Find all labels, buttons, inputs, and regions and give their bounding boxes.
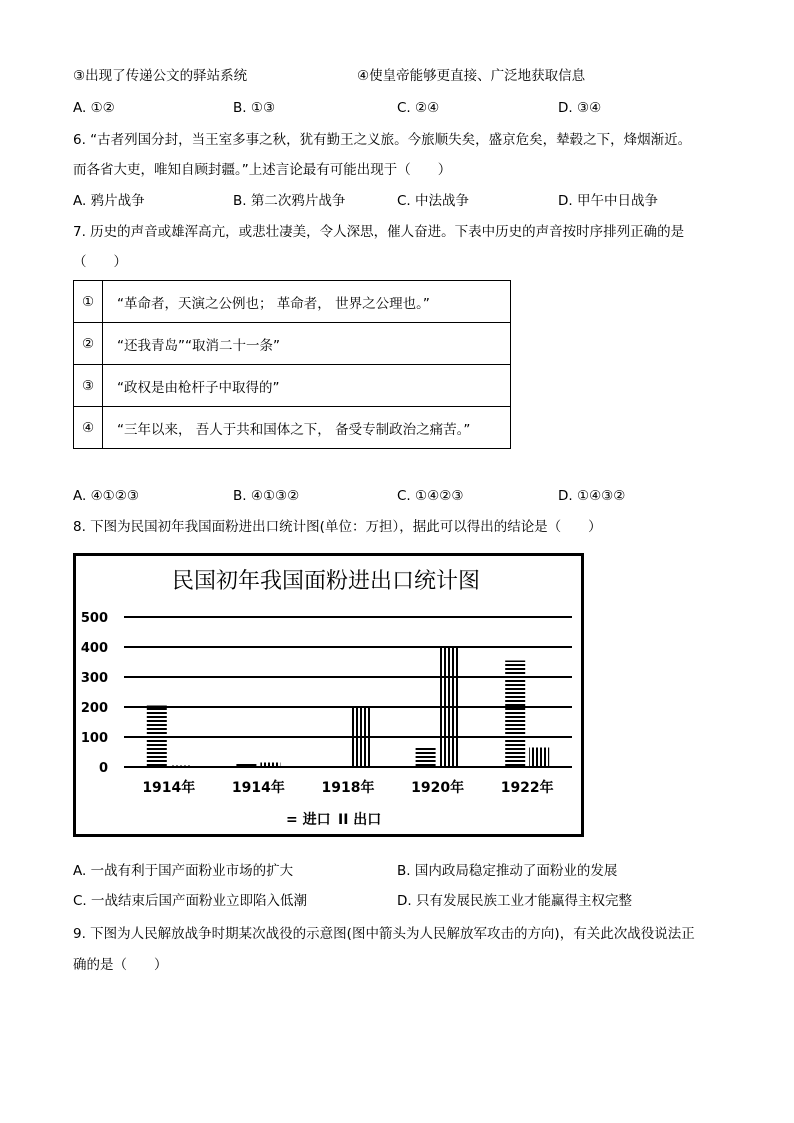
flour-trade-chart bbox=[73, 553, 584, 837]
q7-stem-line2: （ ） bbox=[73, 254, 127, 270]
q8-option-b[interactable]: B. 国内政局稳定推动了面粉业的发展 bbox=[397, 863, 618, 879]
export-bar bbox=[171, 766, 191, 768]
q8-option-d[interactable]: D. 只有发展民族工业才能赢得主权完整 bbox=[397, 893, 632, 909]
q6-stem-line1: 6. “古者列国分封，当王室多事之秋，犹有勤王之义旅。今旅顺失矣，盛京危矣，辇毂之下，烽烟渐近。 bbox=[73, 132, 692, 148]
import-bar bbox=[416, 748, 436, 768]
y-tick-label: 100 bbox=[80, 731, 108, 746]
q8-stem: 8. 下图为民国初年我国面粉进出口统计图(单位：万担），据此可以得出的结论是（ ） bbox=[73, 519, 602, 535]
q6-option-d[interactable]: D. 甲午中日战争 bbox=[558, 193, 658, 209]
y-tick-label: 300 bbox=[80, 671, 108, 686]
y-tick-label: 0 bbox=[98, 761, 108, 776]
chart-title: 民国初年我国面粉进出口统计图 bbox=[171, 569, 481, 594]
export-bar bbox=[440, 647, 460, 767]
export-bar bbox=[350, 707, 370, 767]
export-bar bbox=[260, 763, 280, 768]
row-quote: “政权是由枪杆子中取得的” bbox=[103, 365, 511, 407]
row-number: ④ bbox=[74, 407, 103, 449]
x-tick-label: 1922年 bbox=[500, 780, 554, 796]
q5-option-c[interactable]: C. ②④ bbox=[397, 100, 440, 116]
q5-option-b[interactable]: B. ①③ bbox=[233, 100, 276, 116]
export-bar bbox=[529, 748, 549, 768]
row-quote: “革命者，天演之公例也； 革命者， 世界之公理也。” bbox=[103, 281, 511, 323]
legend-import: = 进口 bbox=[286, 812, 331, 828]
q5-item-3: ③出现了传递公文的驿站系统 bbox=[73, 68, 248, 84]
q5-option-d[interactable]: D. ③④ bbox=[558, 100, 602, 116]
q8-option-c[interactable]: C. 一战结束后国产面粉业立即陷入低潮 bbox=[73, 893, 308, 909]
q6-stem-line2: 而各省大吏，唯知自顾封疆。”上述言论最有可能出现于（ ） bbox=[73, 162, 452, 178]
x-tick-label: 1920年 bbox=[411, 780, 465, 796]
q5-option-a[interactable]: A. ①② bbox=[73, 100, 115, 116]
table-row bbox=[74, 365, 511, 407]
x-tick-label: 1914年 bbox=[142, 780, 196, 796]
q9-stem-line2: 确的是（ ） bbox=[73, 957, 168, 973]
y-tick-label: 200 bbox=[80, 701, 108, 716]
legend-export: II 出口 bbox=[338, 812, 382, 828]
chart-svg bbox=[76, 556, 581, 834]
q7-option-c[interactable]: C. ①④②③ bbox=[397, 488, 464, 504]
q7-option-d[interactable]: D. ①④③② bbox=[558, 488, 626, 504]
table-row bbox=[74, 407, 511, 449]
x-tick-label: 1914年 bbox=[231, 780, 285, 796]
q6-option-a[interactable]: A. 鸦片战争 bbox=[73, 193, 145, 209]
q9-stem-line1: 9. 下图为人民解放战争时期某次战役的示意图(图中箭头为人民解放军攻击的方向)，有关此次战役说法正 bbox=[73, 926, 695, 942]
row-quote: “还我青岛”“取消二十一条” bbox=[103, 323, 511, 365]
y-tick-label: 400 bbox=[80, 641, 108, 656]
row-number: ③ bbox=[74, 365, 103, 407]
y-tick-label: 500 bbox=[80, 611, 108, 626]
import-bar bbox=[505, 661, 525, 768]
import-bar bbox=[236, 764, 256, 767]
row-quote: “三年以来， 吾人于共和国体之下， 备受专制政治之痛苦。” bbox=[103, 407, 511, 449]
x-tick-label: 1918年 bbox=[321, 780, 375, 796]
import-bar bbox=[147, 706, 167, 768]
row-number: ① bbox=[74, 281, 103, 323]
q7-option-a[interactable]: A. ④①②③ bbox=[73, 488, 139, 504]
table-row bbox=[74, 323, 511, 365]
row-number: ② bbox=[74, 323, 103, 365]
q8-option-a[interactable]: A. 一战有利于国产面粉业市场的扩大 bbox=[73, 863, 294, 879]
q7-option-b[interactable]: B. ④①③② bbox=[233, 488, 300, 504]
q6-option-b[interactable]: B. 第二次鸦片战争 bbox=[233, 193, 346, 209]
q7-stem-line1: 7. 历史的声音或雄浑高亢，或悲壮凄美，令人深思，催人奋进。下表中历史的声音按时序排列正确的是 bbox=[73, 224, 685, 240]
q7-quote-table bbox=[73, 280, 511, 449]
q6-option-c[interactable]: C. 中法战争 bbox=[397, 193, 470, 209]
table-row bbox=[74, 281, 511, 323]
q5-item-4: ④使皇帝能够更直接、广泛地获取信息 bbox=[357, 68, 586, 84]
